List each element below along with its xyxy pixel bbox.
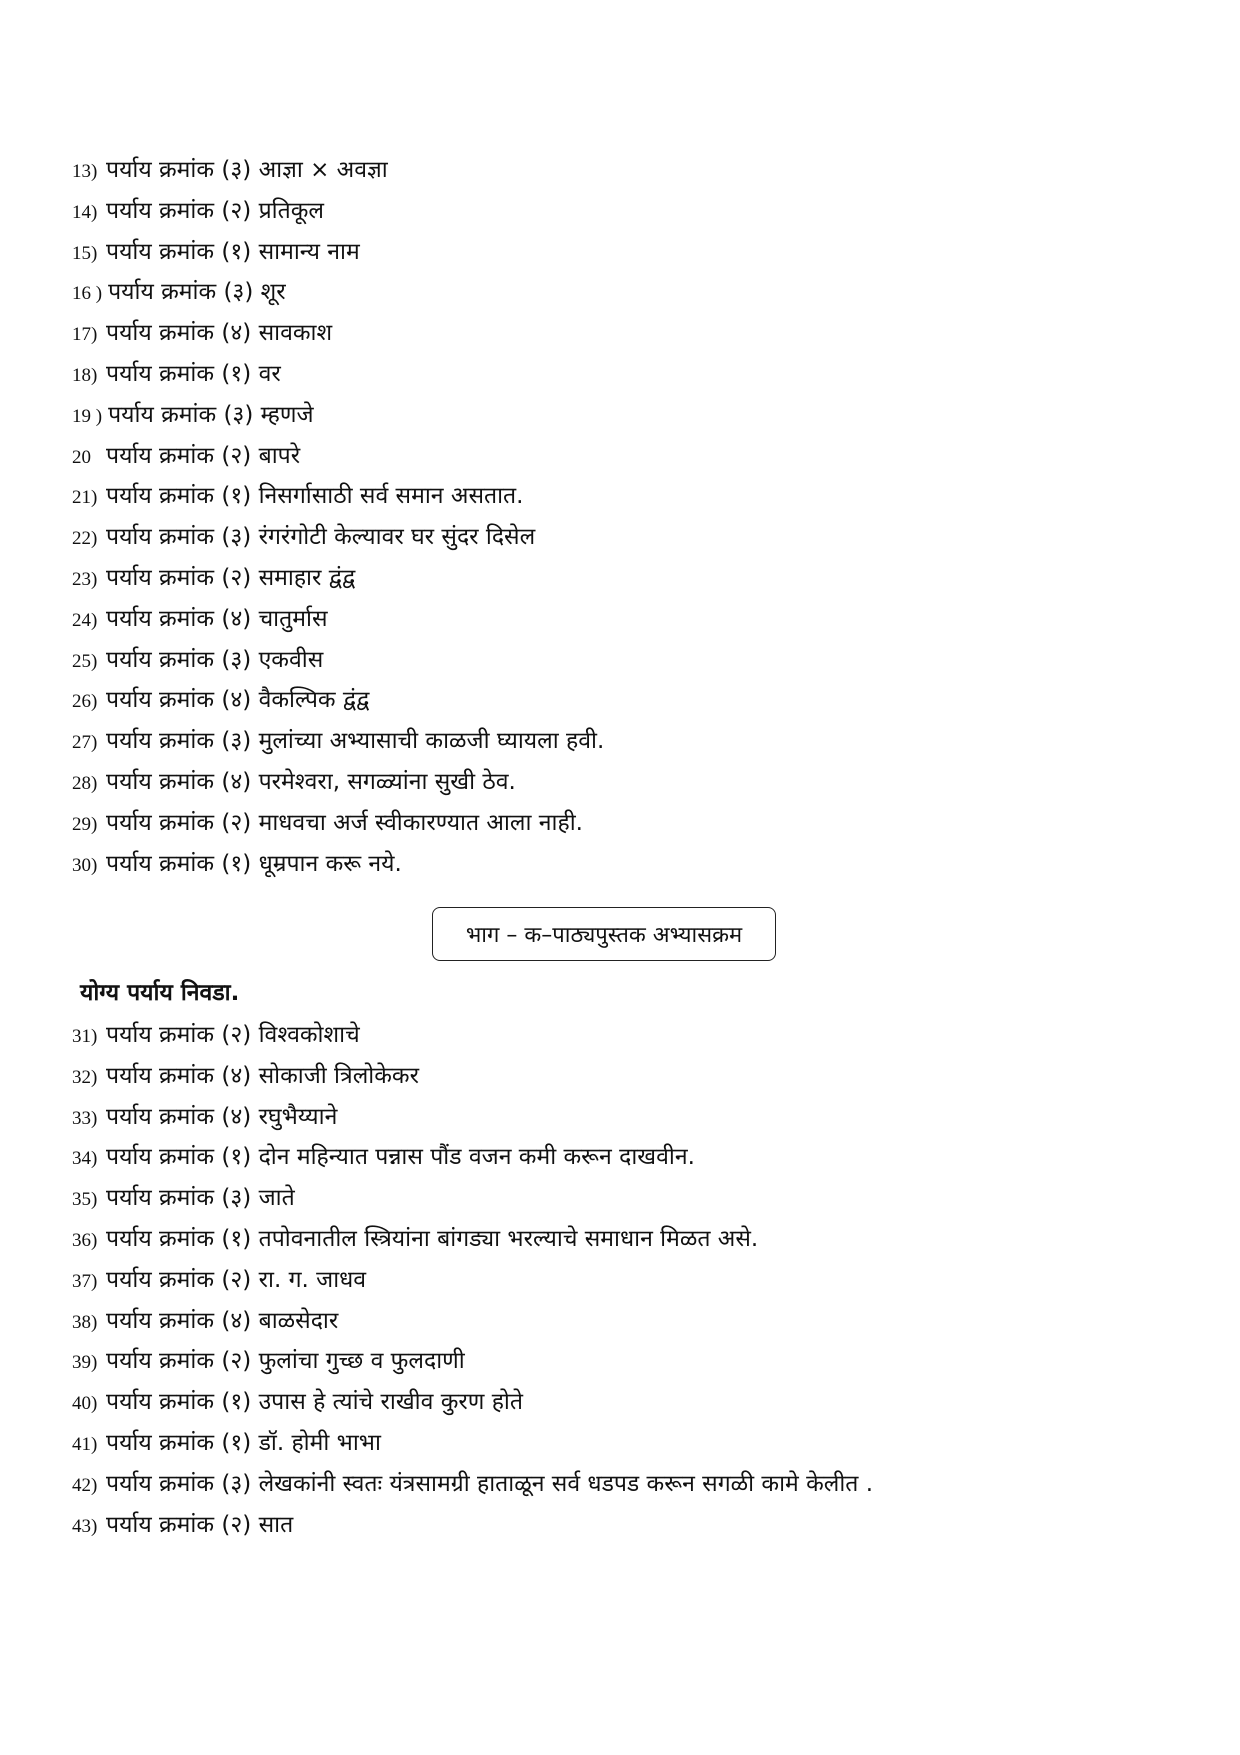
- answer-row: [72, 1301, 1192, 1342]
- answer-number: 27): [72, 732, 98, 754]
- answer-text: पर्याय क्रमांक (४) सोकाजी त्रिलोकेकर: [106, 1062, 419, 1089]
- answer-row: [72, 640, 1192, 681]
- answer-row: [72, 150, 1192, 191]
- answer-number: 21): [72, 487, 98, 509]
- answer-row: [72, 1097, 1192, 1138]
- answer-text: पर्याय क्रमांक (२) प्रतिकूल: [106, 197, 324, 224]
- answer-row: [72, 803, 1192, 844]
- answer-row: [72, 1464, 1192, 1505]
- answer-row: [72, 1423, 1192, 1464]
- answer-number: 41): [72, 1433, 98, 1455]
- answer-row: [72, 191, 1192, 232]
- answer-text: पर्याय क्रमांक (२) समाहार द्वंद्व: [106, 564, 356, 591]
- answer-text: पर्याय क्रमांक (१) उपास हे त्यांचे राखीव कुरण होते: [106, 1389, 523, 1416]
- answer-text: पर्याय क्रमांक (३) मुलांच्या अभ्यासाची काळजी घ्यायला हवी.: [106, 728, 605, 755]
- answer-number: 39): [72, 1352, 98, 1374]
- answer-text: पर्याय क्रमांक (३) एकवीस: [106, 646, 324, 673]
- answer-text: पर्याय क्रमांक (४) चातुर्मास: [106, 605, 328, 632]
- answer-row: [72, 1341, 1192, 1382]
- answer-number: 19 ): [72, 405, 103, 427]
- answer-text: पर्याय क्रमांक (२) फुलांचा गुच्छ व फुलदाणी: [106, 1348, 465, 1375]
- answer-number: 14): [72, 201, 98, 223]
- answer-row: [72, 599, 1192, 640]
- answer-number: 26): [72, 691, 98, 713]
- answer-number: 16 ): [72, 283, 103, 305]
- answer-number: 32): [72, 1066, 98, 1088]
- answer-text: पर्याय क्रमांक (४) सावकाश: [106, 320, 333, 347]
- answer-text: पर्याय क्रमांक (४) रघुभैय्याने: [106, 1103, 338, 1130]
- section-title-box: [432, 907, 776, 961]
- answer-number: 43): [72, 1515, 98, 1537]
- answer-number: 25): [72, 650, 98, 672]
- answer-text: पर्याय क्रमांक (२) बापरे: [106, 442, 301, 469]
- answer-number: 34): [72, 1148, 98, 1170]
- answer-list-part-1: [72, 150, 1192, 884]
- answer-row: [72, 844, 1192, 885]
- answer-text: पर्याय क्रमांक (३) रंगरंगोटी केल्यावर घर सुंदर दिसेल: [106, 524, 536, 551]
- answer-text: पर्याय क्रमांक (१) तपोवनातील स्त्रियांना बांगड्या भरल्याचे समाधान मिळत असे.: [106, 1225, 759, 1252]
- answer-text: पर्याय क्रमांक (४) परमेश्वरा, सगळ्यांना सुखी ठेव.: [106, 768, 516, 795]
- answer-text: पर्याय क्रमांक (२) सात: [106, 1511, 294, 1538]
- answer-row: [72, 1015, 1192, 1056]
- answer-row: [72, 680, 1192, 721]
- answer-text: पर्याय क्रमांक (३) म्हणजे: [108, 401, 314, 428]
- answer-row: [72, 1382, 1192, 1423]
- answer-row: [72, 1219, 1192, 1260]
- answer-number: 13): [72, 161, 98, 182]
- answer-number: 42): [72, 1474, 98, 1496]
- answer-number: 23): [72, 568, 98, 590]
- answer-row: [72, 1056, 1192, 1097]
- answer-text: पर्याय क्रमांक (१) डॉ. होमी भाभा: [106, 1429, 381, 1456]
- answer-text: पर्याय क्रमांक (१) दोन महिन्यात पन्नास पौंड वजन कमी करून दाखवीन.: [106, 1144, 695, 1171]
- answer-row: [72, 436, 1192, 477]
- answer-row: [72, 558, 1192, 599]
- answer-number: 36): [72, 1229, 98, 1251]
- answer-row: [72, 272, 1192, 313]
- answer-row: [72, 354, 1192, 395]
- answer-text: पर्याय क्रमांक (१) सामान्य नाम: [106, 238, 360, 265]
- answer-text: पर्याय क्रमांक (३) शूर: [108, 279, 286, 306]
- answer-number: 28): [72, 772, 98, 794]
- answer-text: पर्याय क्रमांक (३) जाते: [106, 1185, 295, 1212]
- answer-text: पर्याय क्रमांक (३) आज्ञा × अवज्ञा: [106, 157, 388, 183]
- answer-row: [72, 313, 1192, 354]
- answer-number: 38): [72, 1311, 98, 1333]
- answer-row: [72, 1505, 1192, 1546]
- answer-number: 17): [72, 324, 98, 346]
- answer-row: [72, 721, 1192, 762]
- answer-text: पर्याय क्रमांक (२) रा. ग. जाधव: [106, 1266, 367, 1293]
- answer-number: 22): [72, 528, 98, 550]
- answer-number: 33): [72, 1107, 98, 1129]
- answer-number: 18): [72, 364, 98, 386]
- answer-row: [72, 395, 1192, 436]
- answer-text: पर्याय क्रमांक (३) लेखकांनी स्वतः यंत्रसामग्री हाताळून सर्व धडपड करून सगळी कामे केलीत .: [106, 1470, 874, 1497]
- subheading: योग्य पर्याय निवडा.: [80, 980, 240, 1006]
- answer-row: [72, 762, 1192, 803]
- answer-text: पर्याय क्रमांक (१) धूम्रपान करू नये.: [106, 850, 402, 877]
- answer-number: 15): [72, 242, 98, 264]
- answer-number: 40): [72, 1393, 98, 1415]
- answer-text: पर्याय क्रमांक (४) बाळसेदार: [106, 1307, 339, 1334]
- section-title: भाग – क–पाठ्यपुस्तक अभ्यासक्रम: [465, 923, 743, 948]
- answer-row: [72, 232, 1192, 273]
- answer-text: पर्याय क्रमांक (१) वर: [106, 360, 281, 387]
- answer-number: 31): [72, 1026, 98, 1047]
- answer-text: पर्याय क्रमांक (४) वैकल्पिक द्वंद्व: [106, 687, 370, 714]
- answer-text: पर्याय क्रमांक (२) माधवचा अर्ज स्वीकारण्यात आला नाही.: [106, 809, 583, 836]
- answer-number: 37): [72, 1270, 98, 1292]
- answer-number: 35): [72, 1189, 98, 1211]
- answer-row: [72, 517, 1192, 558]
- answer-row: [72, 476, 1192, 517]
- answer-text: पर्याय क्रमांक (२) विश्वकोशाचे: [106, 1022, 360, 1048]
- answer-row: [72, 1260, 1192, 1301]
- answer-list-part-2: [72, 1015, 1192, 1545]
- answer-number: 29): [72, 813, 98, 835]
- answer-number: 30): [72, 854, 98, 876]
- answer-row: [72, 1137, 1192, 1178]
- answer-number: 20: [72, 446, 91, 468]
- answer-number: 24): [72, 609, 98, 631]
- answer-row: [72, 1178, 1192, 1219]
- answer-text: पर्याय क्रमांक (१) निसर्गासाठी सर्व समान असतात.: [106, 483, 524, 510]
